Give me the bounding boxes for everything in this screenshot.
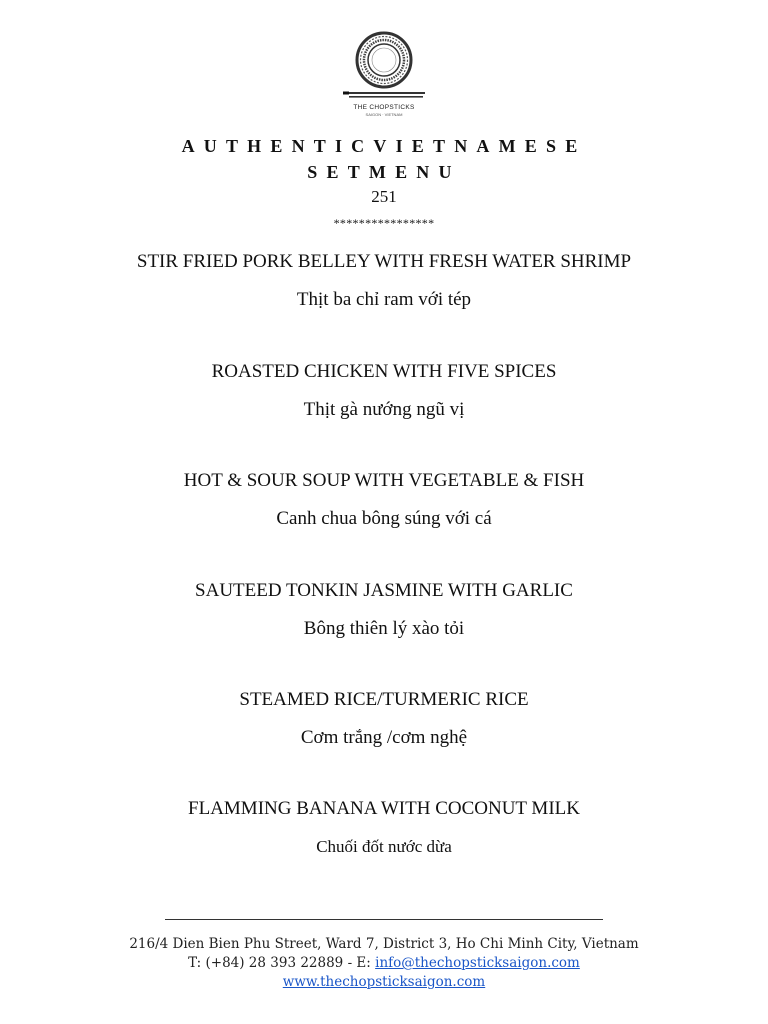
- dish-item: [0, 580, 768, 640]
- set-number: 251: [371, 187, 397, 206]
- footer-address: 216/4 Dien Bien Phu Street, Ward 7, District 3, Ho Chi Minh City, Vietnam: [129, 936, 639, 952]
- menu-title-line-1: AUTHENTICVIETNAMESE: [181, 136, 587, 156]
- dish-item: [0, 798, 768, 858]
- dish-item: [0, 361, 768, 421]
- dish-vietnamese-name: Chuối đốt nước dừa: [316, 837, 452, 856]
- dish-english-name: FLAMMING BANANA WITH COCONUT MILK: [188, 798, 580, 819]
- dish-vietnamese-name: Canh chua bông súng với cá: [276, 508, 492, 529]
- dish-vietnamese-name: Bông thiên lý xào tỏi: [303, 618, 465, 639]
- dish-english-name: SAUTEED TONKIN JASMINE WITH GARLIC: [195, 580, 573, 601]
- dish-item: [0, 689, 768, 749]
- dish-vietnamese-name: Cơm trắng /cơm nghệ: [300, 727, 468, 748]
- restaurant-logo: [334, 30, 434, 120]
- chopsticks-logo-icon: [334, 30, 434, 102]
- email-link[interactable]: info@thechopsticksaigon.com: [375, 955, 580, 971]
- dish-item: [0, 251, 768, 311]
- dish-item: [0, 470, 768, 530]
- footer-phone: T: (+84) 28 393 22889 - E:: [188, 955, 376, 971]
- footer-contact: [0, 935, 768, 992]
- dish-english-name: STEAMED RICE/TURMERIC RICE: [239, 689, 529, 710]
- menu-title-line-2: SETMENU: [307, 162, 461, 182]
- dish-english-name: HOT & SOUR SOUP WITH VEGETABLE & FISH: [183, 470, 585, 491]
- footer-contact-line: [0, 954, 768, 973]
- separator-stars: ****************: [333, 216, 435, 230]
- logo-tagline: SAIGON · VIETNAM: [365, 112, 403, 117]
- dish-vietnamese-name: Thịt ba chỉ ram với tép: [296, 289, 472, 310]
- website-link[interactable]: www.thechopsticksaigon.com: [282, 974, 486, 990]
- dish-vietnamese-name: Thịt gà nướng ngũ vị: [303, 399, 465, 420]
- footer-website-line: [0, 973, 768, 992]
- dish-english-name: ROASTED CHICKEN WITH FIVE SPICES: [211, 361, 557, 382]
- logo-wordmark: THE CHOPSTICKS: [353, 104, 415, 111]
- dish-english-name: STIR FRIED PORK BELLEY WITH FRESH WATER SHRIMP: [136, 251, 632, 272]
- footer-divider: [165, 919, 603, 920]
